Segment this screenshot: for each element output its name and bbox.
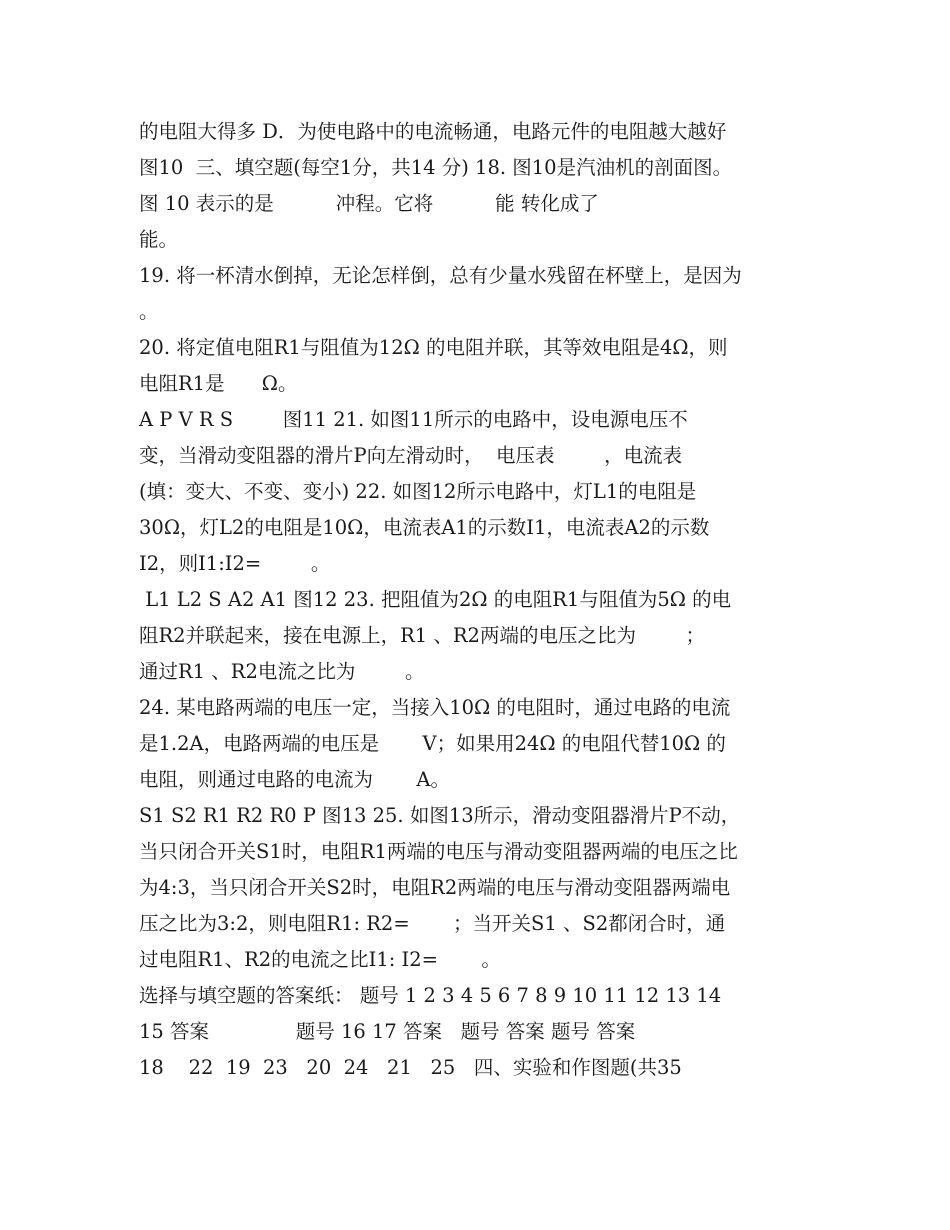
text-line: 。 [139,300,159,323]
text-line: 图 10 表示的是 冲程。它将 能 转化成了 [139,192,599,215]
text-line: 为4:3，当只闭合开关S2时，电阻R2两端的电压与滑动变阻器两端电 [139,876,731,899]
text-line: 30Ω，灯L2的电阻是10Ω，电流表A1的示数I1，电流表A2的示数 [139,516,710,539]
text-line: 过电阻R1、R2的电流之比I1: I2= 。 [139,948,501,971]
text-line: 压之比为3:2，则电阻R1: R2= ；当开关S1 、S2都闭合时，通 [139,912,726,935]
text-line: 图10 三、填空题(每空1分，共14 分) 18. 图10是汽油机的剖面图。 [139,156,733,179]
text-line: 15 答案 题号 16 17 答案 题号 答案 题号 答案 [139,1020,636,1043]
text-line: (填：变大、不变、变小) 22. 如图12所示电路中，灯L1的电阻是 [139,480,697,503]
text-line: 24. 某电路两端的电压一定，当接入10Ω 的电阻时，通过电路的电流 [139,696,731,719]
text-line: 是1.2A，电路两端的电压是 V；如果用24Ω 的电阻代替10Ω 的 [139,732,726,755]
text-line: S1 S2 R1 R2 R0 P 图13 25. 如图13所示，滑动变阻器滑片P不动， [139,804,741,827]
text-line: 的电阻大得多 D．为使电路中的电流畅通，电路元件的电阻越大越好 [139,120,727,143]
text-line: 电阻R1是 Ω。 [139,372,298,395]
text-line: 通过R1 、R2电流之比为 。 [139,660,425,683]
text-line: A P V R S 图11 21. 如图11所示的电路中，设电源电压不 [139,408,688,431]
text-line: L1 L2 S A2 A1 图12 23. 把阻值为2Ω 的电阻R1与阻值为5Ω 的电 [139,588,732,611]
text-line: I2，则I1:I2= 。 [139,552,331,575]
text-line: 选择与填空题的答案纸： 题号 1 2 3 4 5 6 7 8 9 10 11 12 13 14 [139,984,722,1007]
text-line: 当只闭合开关S1时，电阻R1两端的电压与滑动变阻器两端的电压之比 [139,840,738,863]
text-line: 能。 [139,228,179,251]
text-line: 18 22 19 23 20 24 21 25 四、实验和作图题(共35 [139,1056,682,1079]
text-line: 变，当滑动变阻器的滑片P向左滑动时， 电压表 ，电流表 [139,444,683,467]
text-line: 20. 将定值电阻R1与阻值为12Ω 的电阻并联，其等效电阻是4Ω，则 [139,336,728,359]
text-line: 阻R2并联起来，接在电源上，R1 、R2两端的电压之比为 ； [139,624,706,647]
text-line: 19. 将一杯清水倒掉，无论怎样倒，总有少量水残留在杯壁上，是因为 [139,264,742,287]
text-line: 电阻，则通过电路的电流为 A。 [139,768,450,791]
